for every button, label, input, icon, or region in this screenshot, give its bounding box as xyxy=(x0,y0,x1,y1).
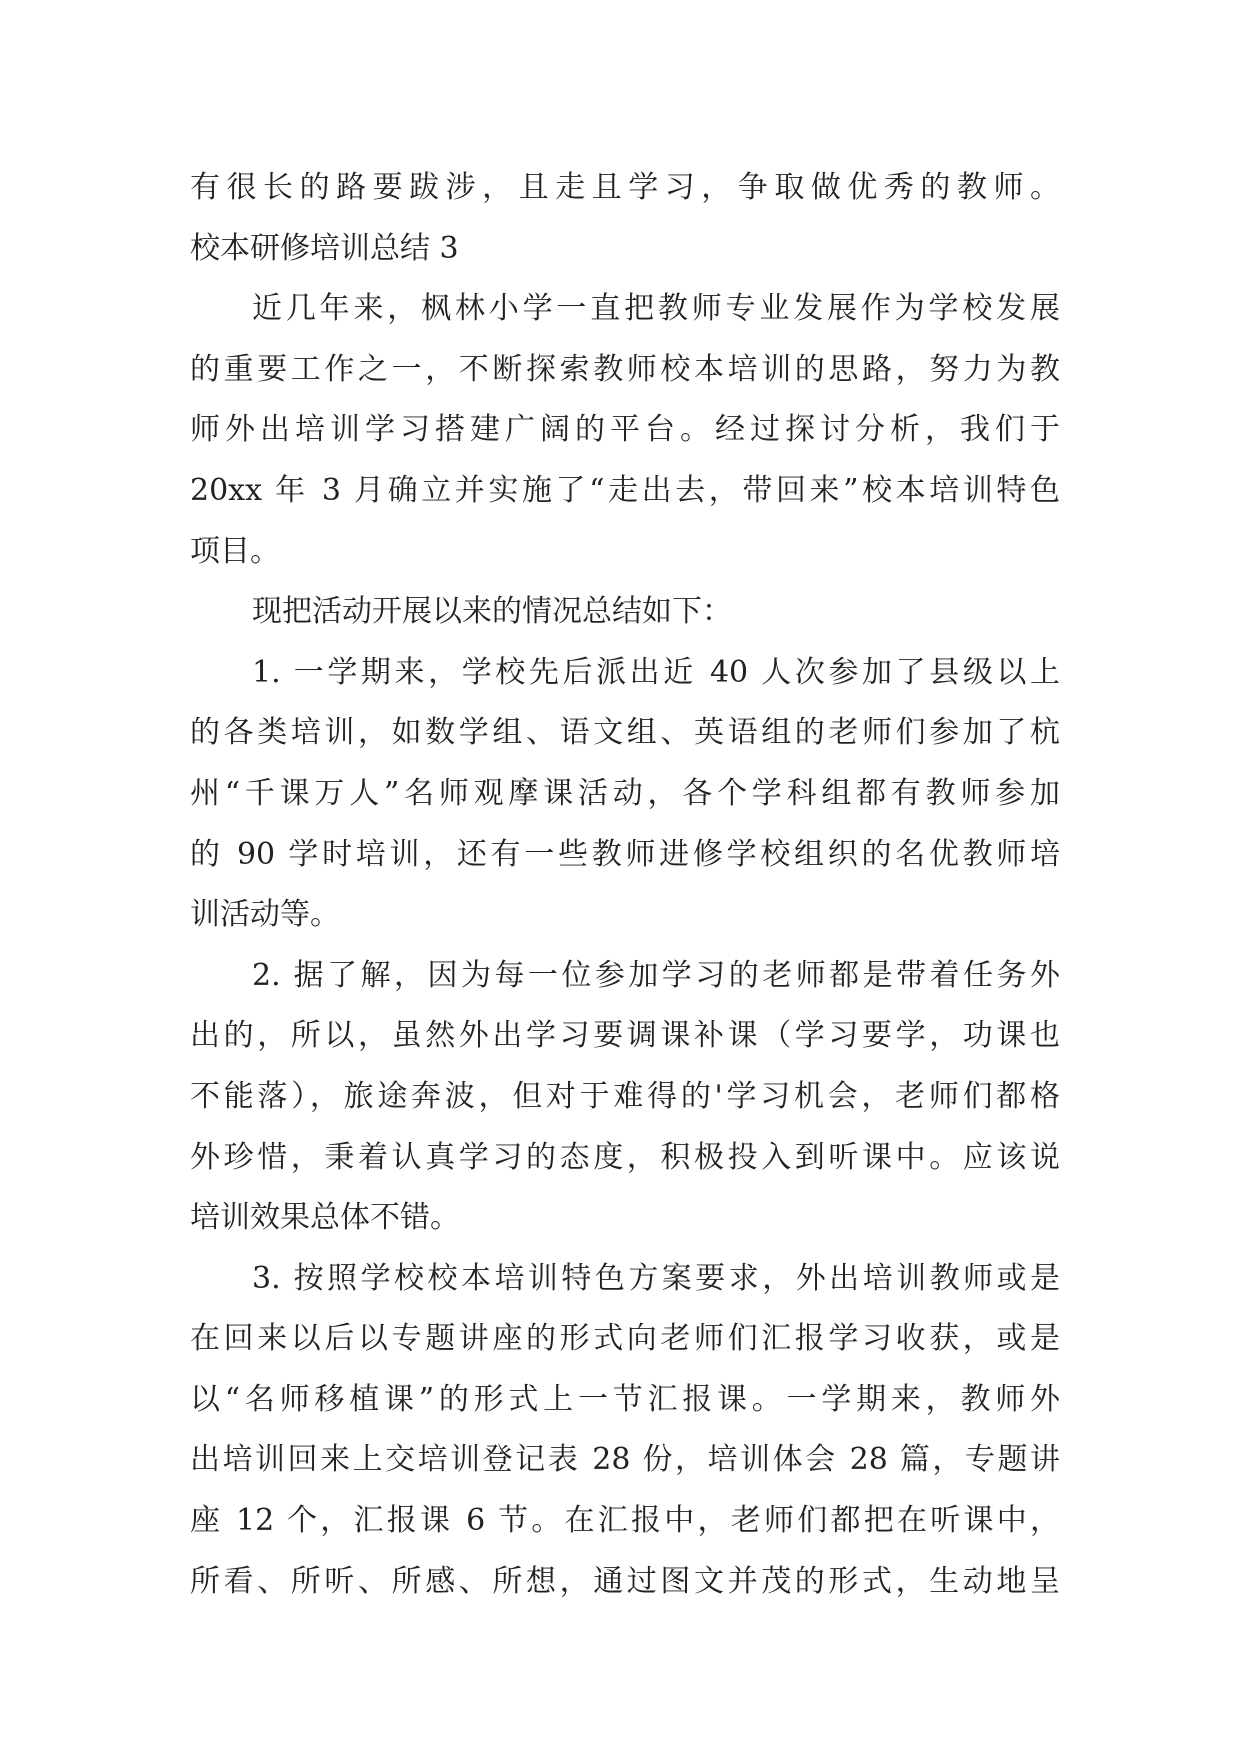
text-line: 的重要工作之一，不断探索教师校本培训的思路，努力为教 xyxy=(190,351,1060,387)
text-line: 以“名师移植课”的形式上一节汇报课。一学期来，教师外 xyxy=(190,1381,1060,1417)
text-line: 所看、所听、所感、所想，通过图文并茂的形式，生动地呈 xyxy=(190,1563,1060,1599)
document-body xyxy=(190,158,1060,1612)
text-line: 出的，所以，虽然外出学习要调课补课（学习要学，功课也 xyxy=(190,1018,1060,1054)
text-line: 出培训回来上交培训登记表 28 份，培训体会 28 篇，专题讲 xyxy=(190,1442,1060,1478)
text-line: 的各类培训，如数学组、语文组、英语组的老师们参加了杭 xyxy=(190,715,1060,751)
text-line: 师外出培训学习搭建广阔的平台。经过探讨分析，我们于 xyxy=(190,412,1060,448)
text-line: 座 12 个，汇报课 6 节。在汇报中，老师们都把在听课中， xyxy=(190,1503,1060,1539)
text-line: 不能落），旅途奔波，但对于难得的'学习机会，老师们都格 xyxy=(190,1078,1060,1114)
text-line: 2. 据了解，因为每一位参加学习的老师都是带着任务外 xyxy=(252,957,1060,993)
text-line: 有很长的路要跋涉，且走且学习，争取做优秀的教师。 xyxy=(190,170,1060,205)
text-line: 训活动等。 xyxy=(190,897,340,933)
text-line: 现把活动开展以来的情况总结如下： xyxy=(252,594,732,630)
text-line: 外珍惜，秉着认真学习的态度，积极投入到听课中。应该说 xyxy=(190,1139,1060,1175)
text-line: 的 90 学时培训，还有一些教师进修学校组织的名优教师培 xyxy=(190,836,1060,872)
text-line: 培训效果总体不错。 xyxy=(190,1200,460,1236)
text-line: 3. 按照学校校本培训特色方案要求，外出培训教师或是 xyxy=(252,1260,1060,1296)
text-line: 项目。 xyxy=(190,533,280,569)
text-line: 州“千课万人”名师观摩课活动，各个学科组都有教师参加 xyxy=(190,775,1060,811)
text-line: 在回来以后以专题讲座的形式向老师们汇报学习收获，或是 xyxy=(190,1321,1060,1357)
section-heading: 校本研修培训总结 3 xyxy=(190,230,459,266)
text-line: 20xx 年 3 月确立并实施了“走出去，带回来”校本培训特色 xyxy=(190,472,1060,508)
text-line: 近几年来，枫林小学一直把教师专业发展作为学校发展 xyxy=(252,291,1060,327)
text-line: 1. 一学期来，学校先后派出近 40 人次参加了县级以上 xyxy=(252,654,1060,690)
